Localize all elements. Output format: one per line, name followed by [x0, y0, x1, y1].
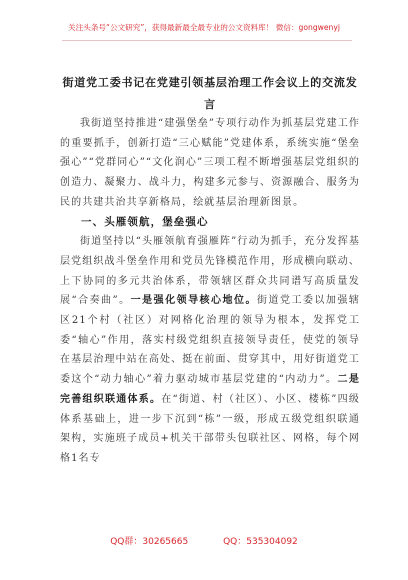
- footer-qq-group: QQ群：30265665: [110, 537, 189, 547]
- paragraph-section-1: [60, 232, 360, 468]
- header-banner: 关注头条号“公文研究”，获得最新最全最专业的公文资料库！ 微信：gongwenyj: [68, 23, 340, 32]
- document-title: 街道党工委书记在党建引领基层治理工作会议上的交流发言: [62, 76, 358, 111]
- header-divider: [62, 40, 352, 41]
- section-heading-1: 一、头雁领航，堡垒强心: [81, 215, 209, 228]
- paragraph-text: 街道坚持以“头雁领航育强雁阵”行动为抓手，充分发挥基层党组织战斗堡垒作用和党员先锋模范作用，形成横向联动、上下协同的多元共治体系，带领辖区群众共同谱写高质量发展“合奏曲”。: [60, 236, 360, 307]
- paragraph-intro: 我街道坚持推进“建强堡垒”专项行动作为抓基层党建工作的重要抓手，创新打造“三心赋能”党建体系，系统实施“堡垒强心”“党群同心”“文化润心”三项工程不断增强基层党组织的创造力、凝聚力、战斗力，构建多元参与、资源融合、服务为民的共建共治共享新格局，绘就基层治理新图景。: [60, 118, 360, 208]
- paragraph-text: 街道党工委以加强辖区21个村（社区）对网格化治理的领导为根本，发挥党工委“轴心”作用，落实村级党组织直接领导责任，使党的领导在基层治理中站在高处、挺在前面、贯穿其中，用好街道党工委这个“动力轴心”着力驱动城市基层党建的“内动力”。: [60, 295, 360, 386]
- document-body: [60, 114, 360, 469]
- footer-qq: QQ：535304092: [223, 537, 298, 547]
- bold-point-1: 一是强化领导核心地位。: [130, 295, 257, 307]
- bold-point-2: 二是完善组织联通体系。: [60, 374, 360, 405]
- footer-contact: [0, 534, 408, 547]
- paragraph-text: 在“街道、村（社区）、小区、楼栋”四级体系基础上，进一步下沉到“栋”一级，形成五级党组织联通架构，实施班子成员+机关干部带头包联社区、网格，每个网格1名专: [60, 393, 361, 464]
